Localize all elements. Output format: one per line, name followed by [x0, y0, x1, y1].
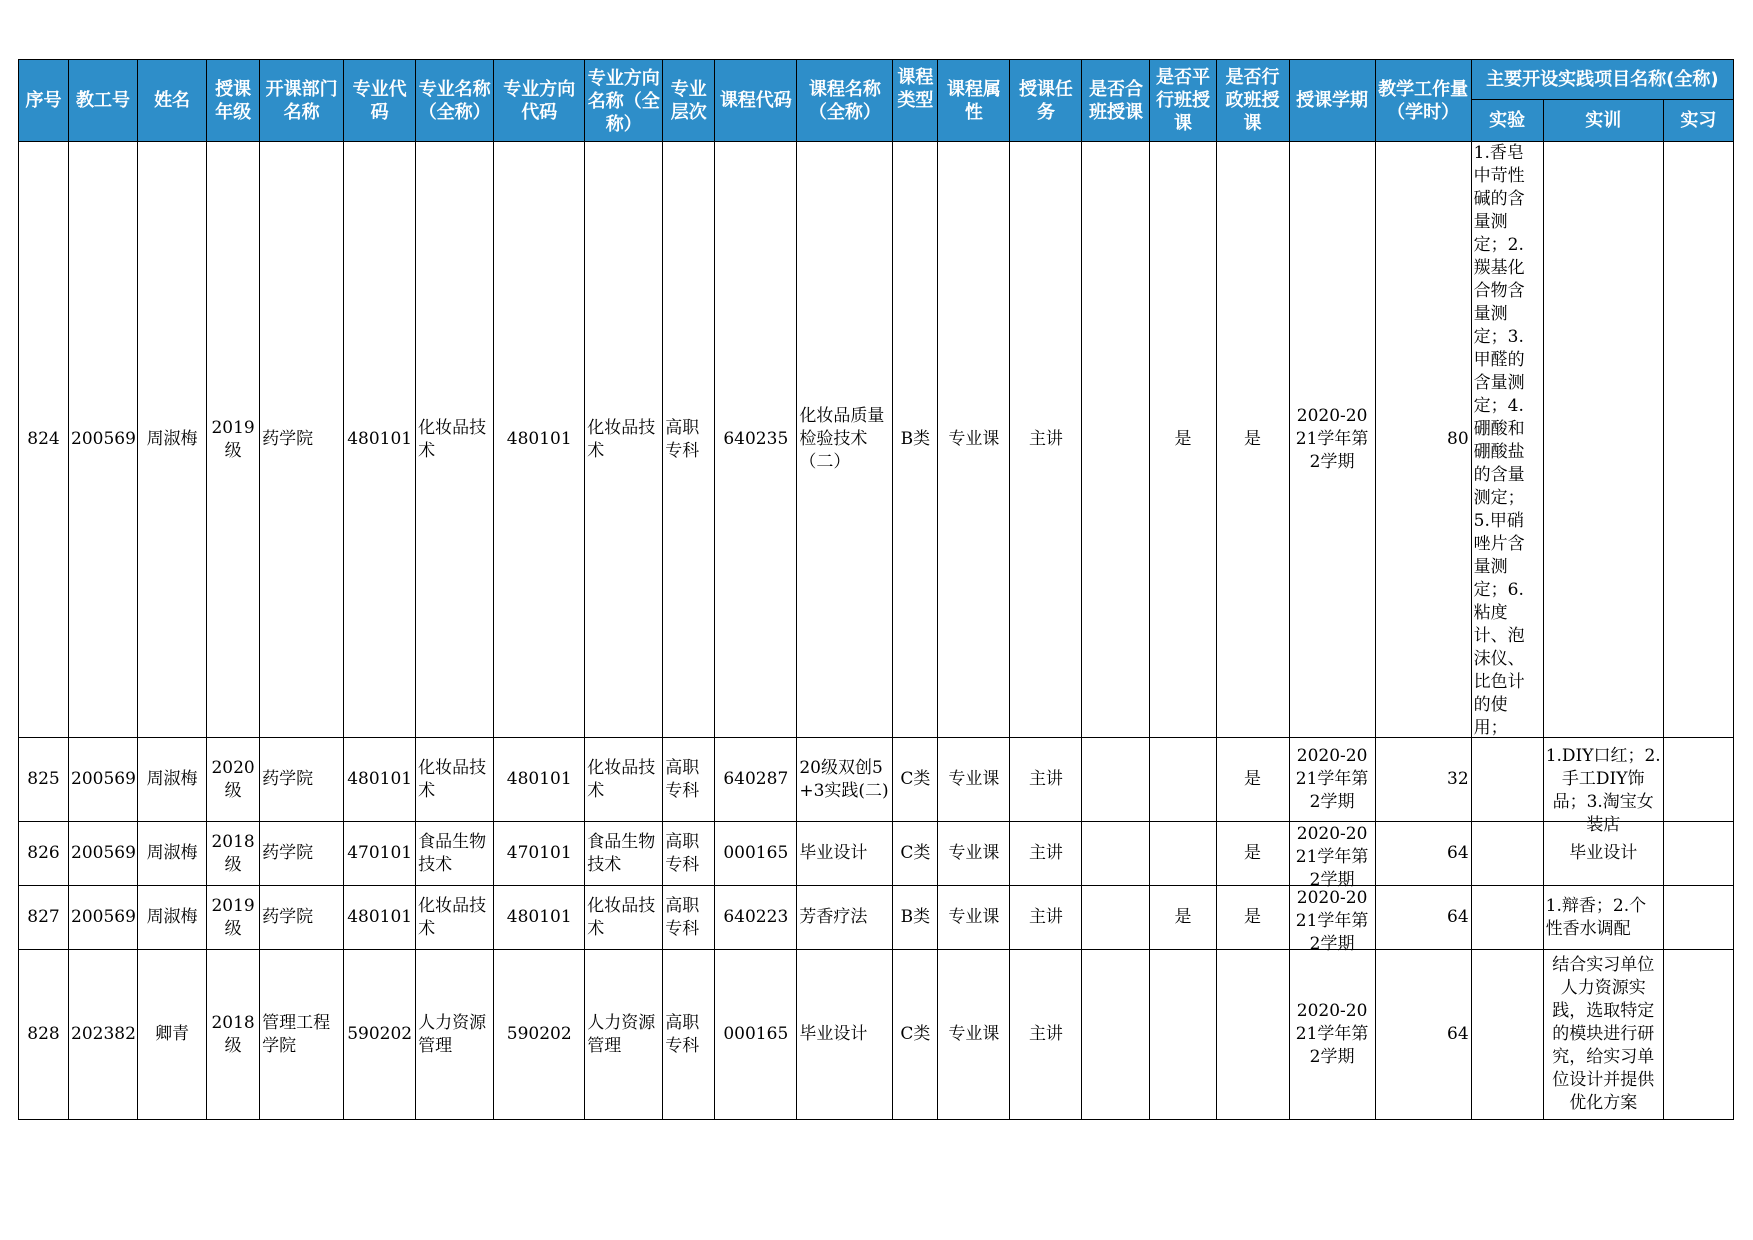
cell-direction-name: 化妆品技术 [585, 738, 663, 822]
table-row [19, 142, 1734, 738]
cell-term: 2020-2021学年第2学期 [1289, 142, 1375, 738]
teaching-record-table [18, 59, 1734, 1120]
cell-direction-code: 590202 [494, 950, 585, 1120]
cell-term: 2020-2021学年第2学期 [1289, 738, 1375, 822]
cell-major-code: 590202 [344, 950, 416, 1120]
cell-major-code: 470101 [344, 822, 416, 886]
table-row [19, 738, 1734, 822]
cell-task: 主讲 [1010, 886, 1082, 950]
cell-major-name: 人力资源管理 [416, 950, 494, 1120]
cell-course-code: 000165 [715, 822, 797, 886]
cell-name: 周淑梅 [138, 886, 207, 950]
cell-major-name: 化妆品技术 [416, 142, 494, 738]
cell-admin: 是 [1216, 822, 1289, 886]
cell-parallel [1150, 738, 1216, 822]
cell-name: 周淑梅 [138, 142, 207, 738]
cell-term-text: 2020-2021学年第2学期 [1295, 823, 1369, 890]
cell-direction-name: 食品生物技术 [585, 822, 663, 886]
cell-training: 1.辩香；2.个性香水调配 [1543, 886, 1663, 950]
cell-workload: 80 [1375, 142, 1471, 738]
cell-combined [1082, 738, 1150, 822]
cell-term [1289, 886, 1375, 954]
cell-task: 主讲 [1010, 738, 1082, 822]
header-course-code: 课程代码 [715, 60, 797, 142]
cell-term [1289, 822, 1375, 890]
cell-grade: 2020级 [207, 738, 260, 822]
header-level: 专业层次 [663, 60, 715, 142]
cell-internship [1663, 142, 1733, 738]
cell-direction-code: 480101 [494, 886, 585, 950]
cell-workload: 64 [1375, 950, 1471, 1120]
header-direction-name-text: 专业方向名称（全称） [587, 67, 660, 135]
header-parallel: 是否平行班授课 [1150, 60, 1216, 142]
cell-seq: 827 [19, 886, 69, 950]
cell-combined [1082, 142, 1150, 738]
cell-major-code: 480101 [344, 142, 416, 738]
header-course-name: 课程名称（全称） [797, 60, 893, 142]
cell-grade: 2019级 [207, 142, 260, 738]
header-direction-name [585, 60, 663, 142]
cell-dept: 药学院 [260, 142, 344, 738]
header-workload: 教学工作量（学时） [1375, 60, 1471, 142]
header-course-type [893, 60, 938, 142]
cell-internship [1663, 950, 1733, 1120]
cell-parallel: 是 [1150, 142, 1216, 738]
cell-training: 毕业设计 [1543, 822, 1663, 886]
cell-training [1543, 142, 1663, 738]
cell-dept: 管理工程学院 [260, 950, 344, 1120]
cell-course-code: 640235 [715, 142, 797, 738]
cell-internship [1663, 822, 1733, 886]
cell-parallel: 是 [1150, 886, 1216, 950]
cell-course-name: 20级双创5+3实践(二) [797, 738, 893, 822]
cell-course-type: C类 [893, 822, 938, 886]
header-admin: 是否行政班授课 [1216, 60, 1289, 142]
cell-name: 周淑梅 [138, 822, 207, 886]
cell-parallel [1150, 950, 1216, 1120]
header-seq: 序号 [19, 60, 69, 142]
cell-teacher-id: 200569 [69, 738, 138, 822]
cell-seq: 826 [19, 822, 69, 886]
cell-task: 主讲 [1010, 142, 1082, 738]
table-row [19, 822, 1734, 886]
cell-level: 高职专科 [663, 886, 715, 950]
cell-workload: 32 [1375, 738, 1471, 822]
cell-training [1543, 738, 1663, 835]
header-major-code: 专业代码 [344, 60, 416, 142]
cell-level: 高职专科 [663, 738, 715, 822]
cell-teacher-id: 200569 [69, 886, 138, 950]
cell-course-code: 640223 [715, 886, 797, 950]
cell-name: 周淑梅 [138, 738, 207, 822]
cell-dept: 药学院 [260, 886, 344, 950]
cell-internship [1663, 738, 1733, 822]
cell-course-attr: 专业课 [938, 886, 1010, 950]
cell-course-attr: 专业课 [938, 738, 1010, 822]
cell-admin [1216, 950, 1289, 1120]
header-term: 授课学期 [1289, 60, 1375, 142]
cell-experiment [1471, 822, 1543, 886]
cell-direction-code: 480101 [494, 738, 585, 822]
cell-seq: 825 [19, 738, 69, 822]
header-name: 姓名 [138, 60, 207, 142]
cell-training: 结合实习单位人力资源实践，选取特定的模块进行研究，给实习单位设计并提供优化方案 [1543, 950, 1663, 1120]
cell-experiment [1471, 886, 1543, 950]
cell-course-name: 毕业设计 [797, 950, 893, 1120]
cell-course-type: C类 [893, 950, 938, 1120]
header-dept: 开课部门名称 [260, 60, 344, 142]
cell-course-type: B类 [893, 142, 938, 738]
cell-experiment [1471, 142, 1543, 738]
header-combined: 是否合班授课 [1082, 60, 1150, 142]
header-teacher-id: 教工号 [69, 60, 138, 142]
cell-level: 高职专科 [663, 950, 715, 1120]
cell-course-name: 化妆品质量检验技术（二） [797, 142, 893, 738]
cell-seq: 824 [19, 142, 69, 738]
cell-direction-name: 化妆品技术 [585, 886, 663, 950]
cell-course-attr: 专业课 [938, 142, 1010, 738]
cell-term: 2020-2021学年第2学期 [1289, 950, 1375, 1120]
cell-direction-name: 化妆品技术 [585, 142, 663, 738]
cell-course-code: 640287 [715, 738, 797, 822]
cell-course-attr: 专业课 [938, 950, 1010, 1120]
cell-parallel [1150, 822, 1216, 886]
cell-course-code: 000165 [715, 950, 797, 1120]
cell-grade: 2018级 [207, 950, 260, 1120]
cell-combined [1082, 886, 1150, 950]
header-practice-group: 主要开设实践项目名称(全称) [1471, 60, 1733, 100]
cell-direction-code: 480101 [494, 142, 585, 738]
cell-major-name: 食品生物技术 [416, 822, 494, 886]
cell-workload: 64 [1375, 822, 1471, 886]
cell-major-code: 480101 [344, 886, 416, 950]
cell-course-name: 毕业设计 [797, 822, 893, 886]
cell-seq: 828 [19, 950, 69, 1120]
header-internship: 实习 [1663, 100, 1733, 142]
header-course-type-text: 课程类型 [897, 66, 934, 111]
cell-major-name: 化妆品技术 [416, 886, 494, 950]
cell-term-text: 2020-2021学年第2学期 [1295, 887, 1369, 954]
cell-task: 主讲 [1010, 822, 1082, 886]
cell-teacher-id: 200569 [69, 142, 138, 738]
cell-level: 高职专科 [663, 822, 715, 886]
header-major-name: 专业名称（全称） [416, 60, 494, 142]
cell-course-type: C类 [893, 738, 938, 822]
cell-teacher-id: 202382 [69, 950, 138, 1120]
cell-admin: 是 [1216, 142, 1289, 738]
header-grade: 授课年级 [207, 60, 260, 142]
header-experiment: 实验 [1471, 100, 1543, 142]
cell-dept: 药学院 [260, 738, 344, 822]
header-direction-code: 专业方向代码 [494, 60, 585, 142]
cell-course-type: B类 [893, 886, 938, 950]
cell-experiment-text: 1.香皂中苛性碱的含量测定；2.羰基化合物含量测定；3.甲醛的含量测定；4.硼酸和硼酸盐的含量测定；5.甲硝唑片含量测定；6.粘度计、泡沫仪、比色计的使用； [1473, 143, 1525, 738]
cell-grade: 2019级 [207, 886, 260, 950]
cell-workload: 64 [1375, 886, 1471, 950]
cell-experiment [1471, 738, 1543, 822]
header-task: 授课任务 [1010, 60, 1082, 142]
cell-combined [1082, 822, 1150, 886]
cell-course-attr: 专业课 [938, 822, 1010, 886]
cell-internship [1663, 886, 1733, 950]
cell-level: 高职专科 [663, 142, 715, 738]
cell-admin: 是 [1216, 738, 1289, 822]
cell-major-code: 480101 [344, 738, 416, 822]
cell-major-name: 化妆品技术 [416, 738, 494, 822]
table-row [19, 886, 1734, 950]
cell-direction-code: 470101 [494, 822, 585, 886]
table-row [19, 950, 1734, 1120]
cell-course-name: 芳香疗法 [797, 886, 893, 950]
header-course-attr: 课程属性 [938, 60, 1010, 142]
cell-task: 主讲 [1010, 950, 1082, 1120]
cell-experiment [1471, 950, 1543, 1120]
cell-grade: 2018级 [207, 822, 260, 886]
cell-teacher-id: 200569 [69, 822, 138, 886]
header-training: 实训 [1543, 100, 1663, 142]
cell-training-text: 1.DIY口红；2. 手工DIY饰品；3.淘宝女装店 [1545, 746, 1661, 835]
cell-admin: 是 [1216, 886, 1289, 950]
cell-combined [1082, 950, 1150, 1120]
cell-direction-name: 人力资源管理 [585, 950, 663, 1120]
cell-name: 卿青 [138, 950, 207, 1120]
cell-dept: 药学院 [260, 822, 344, 886]
